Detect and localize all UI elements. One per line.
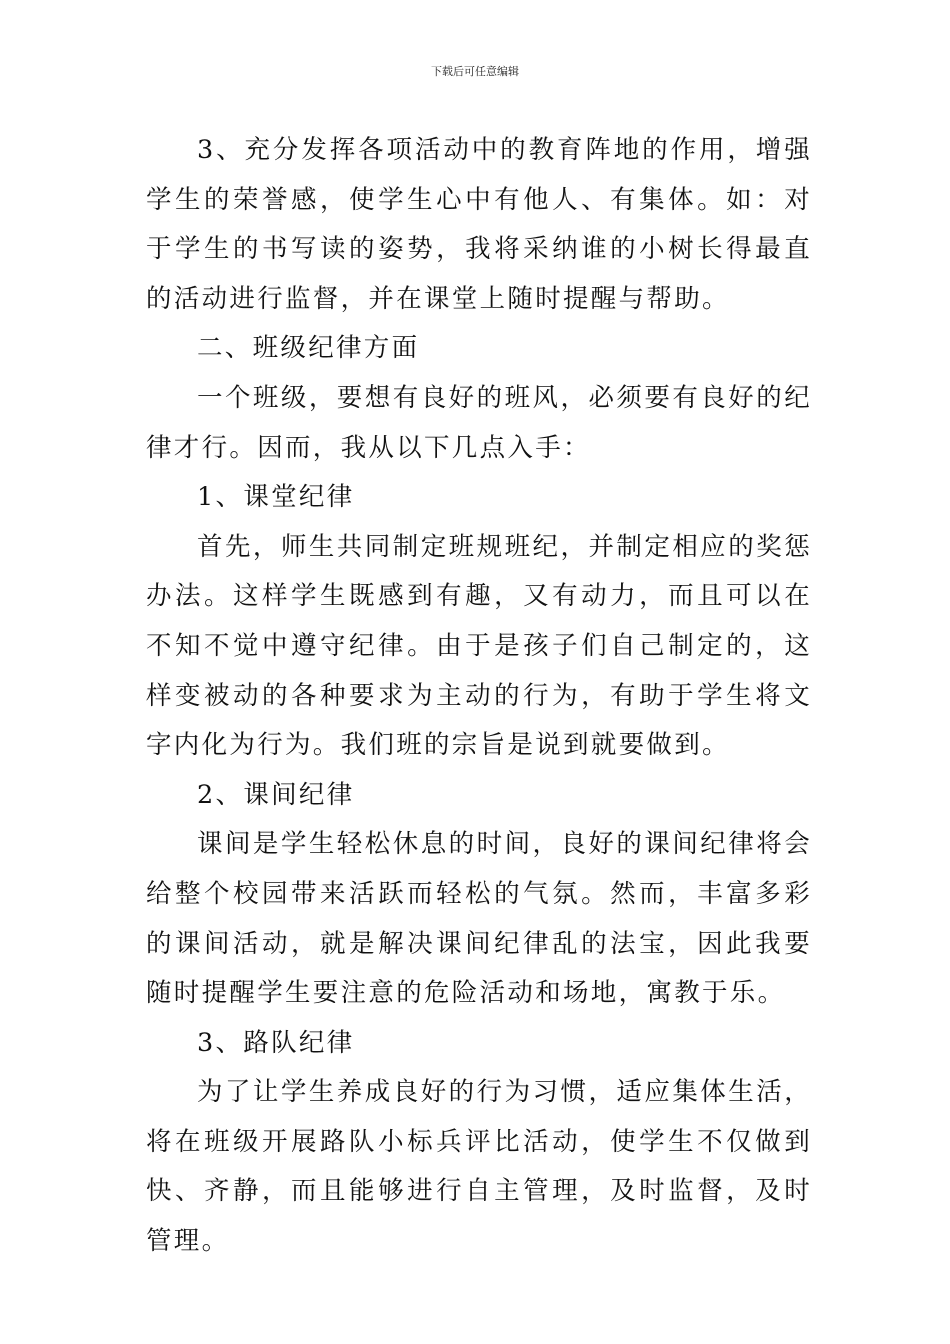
paragraph-line-discipline: 为了让学生养成良好的行为习惯，适应集体生活，将在班级开展路队小标兵评比活动，使学生不仅做到快、齐静，而且能够进行自主管理，及时监督，及时管理。 (146, 1077, 812, 1257)
subheading-recess-discipline: 2、课间纪律 (197, 779, 355, 810)
section-heading-class-discipline: 二、班级纪律方面 (197, 333, 420, 364)
paragraph-recess-discipline: 课间是学生轻松休息的时间，良好的课间纪律将会给整个校园带来活跃而轻松的气氛。然而，丰富多彩的课间活动，就是解决课间纪律乱的法宝，因此我要随时提醒学生要注意的危险活动和场地，寓教于乐。 (146, 829, 812, 1009)
document-body (146, 126, 812, 1267)
paragraph-classroom-discipline: 首先，师生共同制定班规班纪，并制定相应的奖惩办法。这样学生既感到有趣，又有动力，而且可以在不知不觉中遵守纪律。由于是孩子们自己制定的，这样变被动的各种要求为主动的行为，有助于学生将文字内化为行为。我们班的宗旨是说到就要做到。 (146, 531, 812, 761)
subheading-classroom-discipline: 1、课堂纪律 (197, 482, 355, 513)
paragraph-activities-honor: 3、充分发挥各项活动中的教育阵地的作用，增强学生的荣誉感，使学生心中有他人、有集体。如：对于学生的书写读的姿势，我将采纳谁的小树长得最直的活动进行监督，并在课堂上随时提醒与帮助。 (146, 135, 812, 314)
paragraph-discipline-intro: 一个班级，要想有良好的班风，必须要有良好的纪律才行。因而，我从以下几点入手： (146, 382, 812, 463)
page-header: 下载后可任意编辑 (431, 65, 519, 78)
subheading-line-discipline: 3、路队纪律 (197, 1027, 355, 1058)
